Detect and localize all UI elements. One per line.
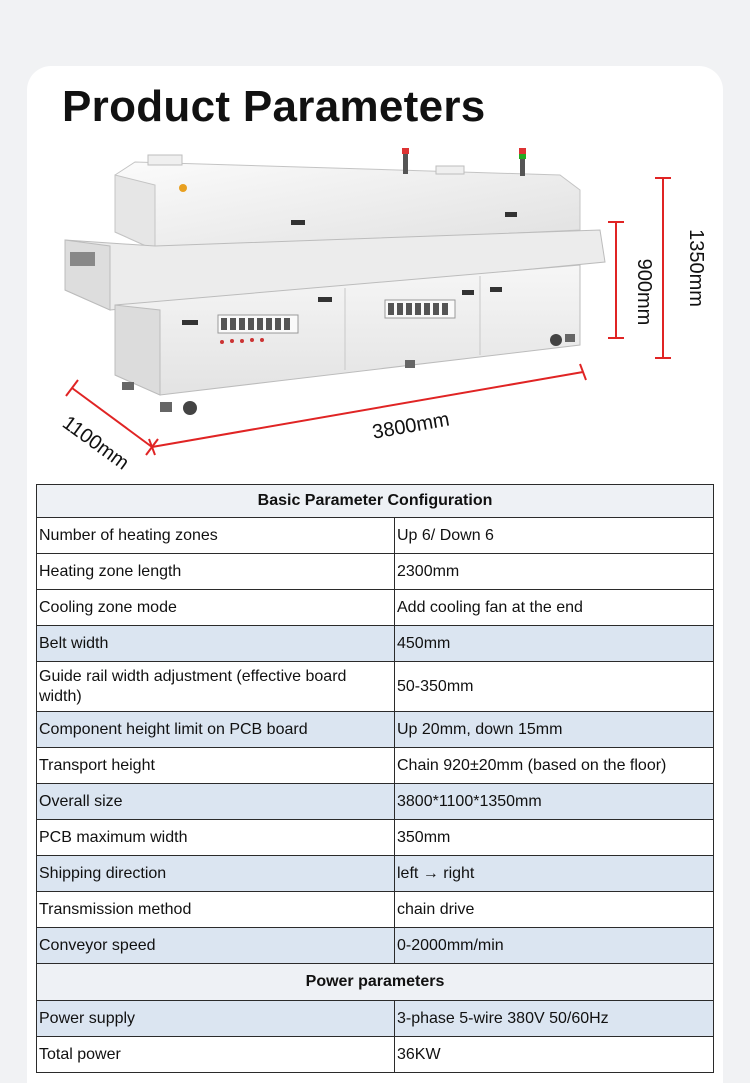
param-value: chain drive	[395, 892, 714, 928]
param-label: Overall size	[37, 784, 395, 820]
product-figure	[30, 130, 720, 480]
param-label: Shipping direction	[37, 856, 395, 892]
param-value: Up 20mm, down 15mm	[395, 712, 714, 748]
param-value: 350mm	[395, 820, 714, 856]
param-label: Heating zone length	[37, 554, 395, 590]
table-row	[37, 712, 714, 748]
parameter-table	[36, 484, 714, 1073]
dimension-height-conveyor	[608, 222, 655, 338]
dimension-label-1350: 1350mm	[685, 229, 707, 307]
table-row	[37, 1001, 714, 1037]
table-row	[37, 928, 714, 964]
param-value: Add cooling fan at the end	[395, 590, 714, 626]
param-label: PCB maximum width	[37, 820, 395, 856]
param-value: 2300mm	[395, 554, 714, 590]
param-label: Guide rail width adjustment (effective board width)	[37, 662, 395, 712]
table-row	[37, 554, 714, 590]
param-value: left → right	[395, 856, 714, 892]
param-label: Cooling zone mode	[37, 590, 395, 626]
table-row	[37, 784, 714, 820]
param-label: Number of heating zones	[37, 518, 395, 554]
param-label: Transmission method	[37, 892, 395, 928]
param-value: 3800*1100*1350mm	[395, 784, 714, 820]
param-value: 3-phase 5-wire 380V 50/60Hz	[395, 1001, 714, 1037]
param-value: Up 6/ Down 6	[395, 518, 714, 554]
param-label: Belt width	[37, 626, 395, 662]
param-label: Transport height	[37, 748, 395, 784]
dimension-height-total	[655, 178, 707, 358]
section-header-row	[37, 964, 714, 1001]
param-value: 50-350mm	[395, 662, 714, 712]
table-row	[37, 662, 714, 712]
table-row	[37, 1037, 714, 1073]
table-row	[37, 748, 714, 784]
table-row	[37, 892, 714, 928]
param-value: Chain 920±20mm (based on the floor)	[395, 748, 714, 784]
param-value: 0-2000mm/min	[395, 928, 714, 964]
page-title: Product Parameters	[62, 82, 486, 131]
param-value: 36KW	[395, 1037, 714, 1073]
param-label: Conveyor speed	[37, 928, 395, 964]
section-header-row	[37, 485, 714, 518]
table-row	[37, 820, 714, 856]
dimension-label-1100: 1100mm	[58, 411, 133, 475]
param-label: Total power	[37, 1037, 395, 1073]
param-label: Component height limit on PCB board	[37, 712, 395, 748]
dimension-label-900: 900mm	[633, 258, 655, 326]
reflow-oven-machine	[65, 148, 605, 415]
table-row	[37, 626, 714, 662]
param-label: Power supply	[37, 1001, 395, 1037]
table-row	[37, 518, 714, 554]
section-header-power: Power parameters	[37, 964, 714, 1001]
table-row	[37, 590, 714, 626]
dimension-label-3800: 3800mm	[370, 408, 452, 444]
dimension-depth	[58, 380, 158, 474]
section-header-basic: Basic Parameter Configuration	[37, 485, 714, 518]
table-row	[37, 856, 714, 892]
param-value: 450mm	[395, 626, 714, 662]
